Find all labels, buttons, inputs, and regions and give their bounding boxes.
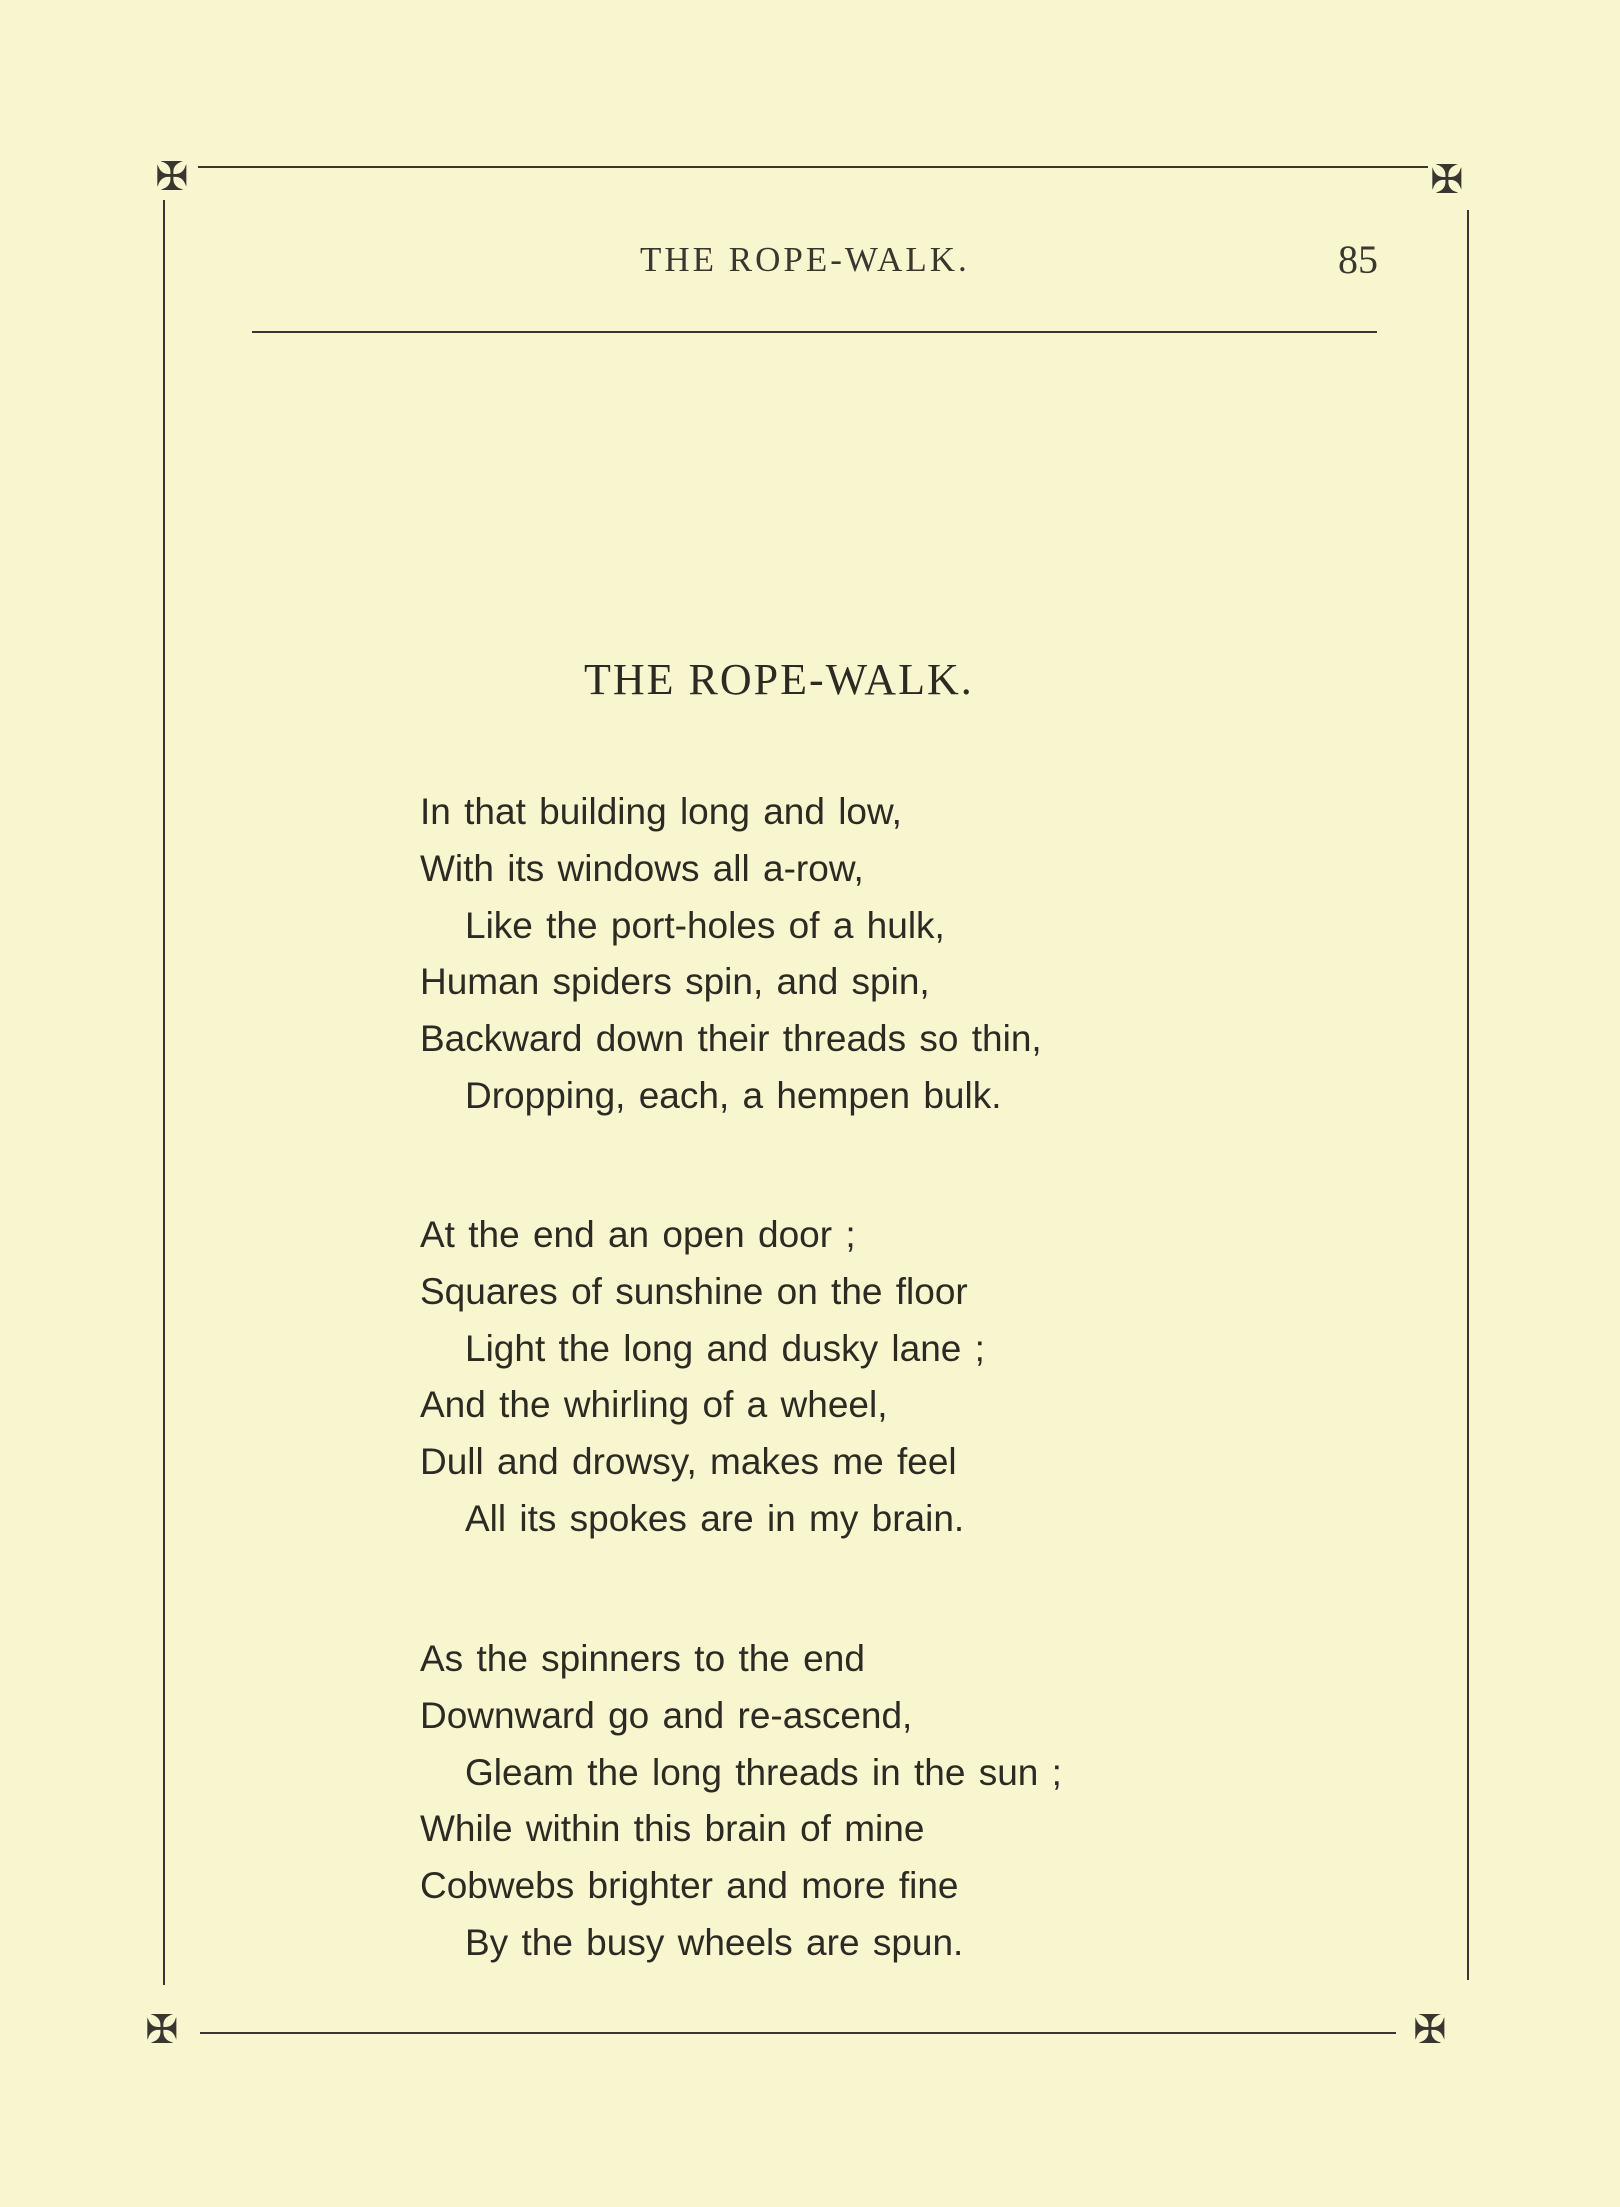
poem-line: Squares of sunshine on the floor: [420, 1270, 968, 1312]
frame-bottom-rule: [200, 2032, 1396, 2034]
poem-line: Cobwebs brighter and more fine: [420, 1865, 959, 1907]
poem-line: While within this brain of mine: [420, 1808, 925, 1850]
poem-line: With its windows all a-row,: [420, 847, 864, 889]
poem-line: At the end an open door ;: [420, 1214, 856, 1255]
poem-line: All its spokes are in my brain.: [465, 1497, 965, 1539]
stanza-3: [420, 1631, 1062, 1972]
poem-line: In that building long and low,: [420, 791, 902, 832]
poem-line: Backward down their threads so thin,: [420, 1018, 1042, 1060]
poem-line: Gleam the long threads in the sun ;: [465, 1751, 1062, 1793]
corner-ornament-bottom-left-icon: ✠: [145, 2007, 179, 2053]
stanza-2: [420, 1207, 985, 1548]
poem-line: Downward go and re-ascend,: [420, 1694, 913, 1736]
poem-line: As the spinners to the end: [420, 1638, 865, 1679]
header-rule: [252, 331, 1377, 333]
running-header-title: THE ROPE-WALK.: [640, 240, 970, 279]
corner-ornament-bottom-right-icon: ✠: [1413, 2007, 1447, 2053]
poem-title: THE ROPE-WALK.: [584, 655, 974, 704]
poem-line: Dropping, each, a hempen bulk.: [465, 1074, 1002, 1116]
stanza-1: [420, 784, 1042, 1125]
frame-left-rule: [163, 200, 165, 1985]
corner-ornament-top-left-icon: ✠: [155, 154, 189, 200]
poem-line: By the busy wheels are spun.: [465, 1921, 964, 1963]
poem-line: Dull and drowsy, makes me feel: [420, 1441, 957, 1483]
poem-line: Like the port-holes of a hulk,: [465, 904, 945, 946]
poem-line: Light the long and dusky lane ;: [465, 1327, 985, 1369]
poem-line: And the whirling of a wheel,: [420, 1384, 888, 1426]
corner-ornament-top-right-icon: ✠: [1430, 157, 1464, 203]
frame-right-rule: [1467, 210, 1469, 1980]
frame-top-rule: [198, 166, 1428, 168]
page-number: 85: [1338, 237, 1378, 282]
poem-line: Human spiders spin, and spin,: [420, 961, 930, 1003]
